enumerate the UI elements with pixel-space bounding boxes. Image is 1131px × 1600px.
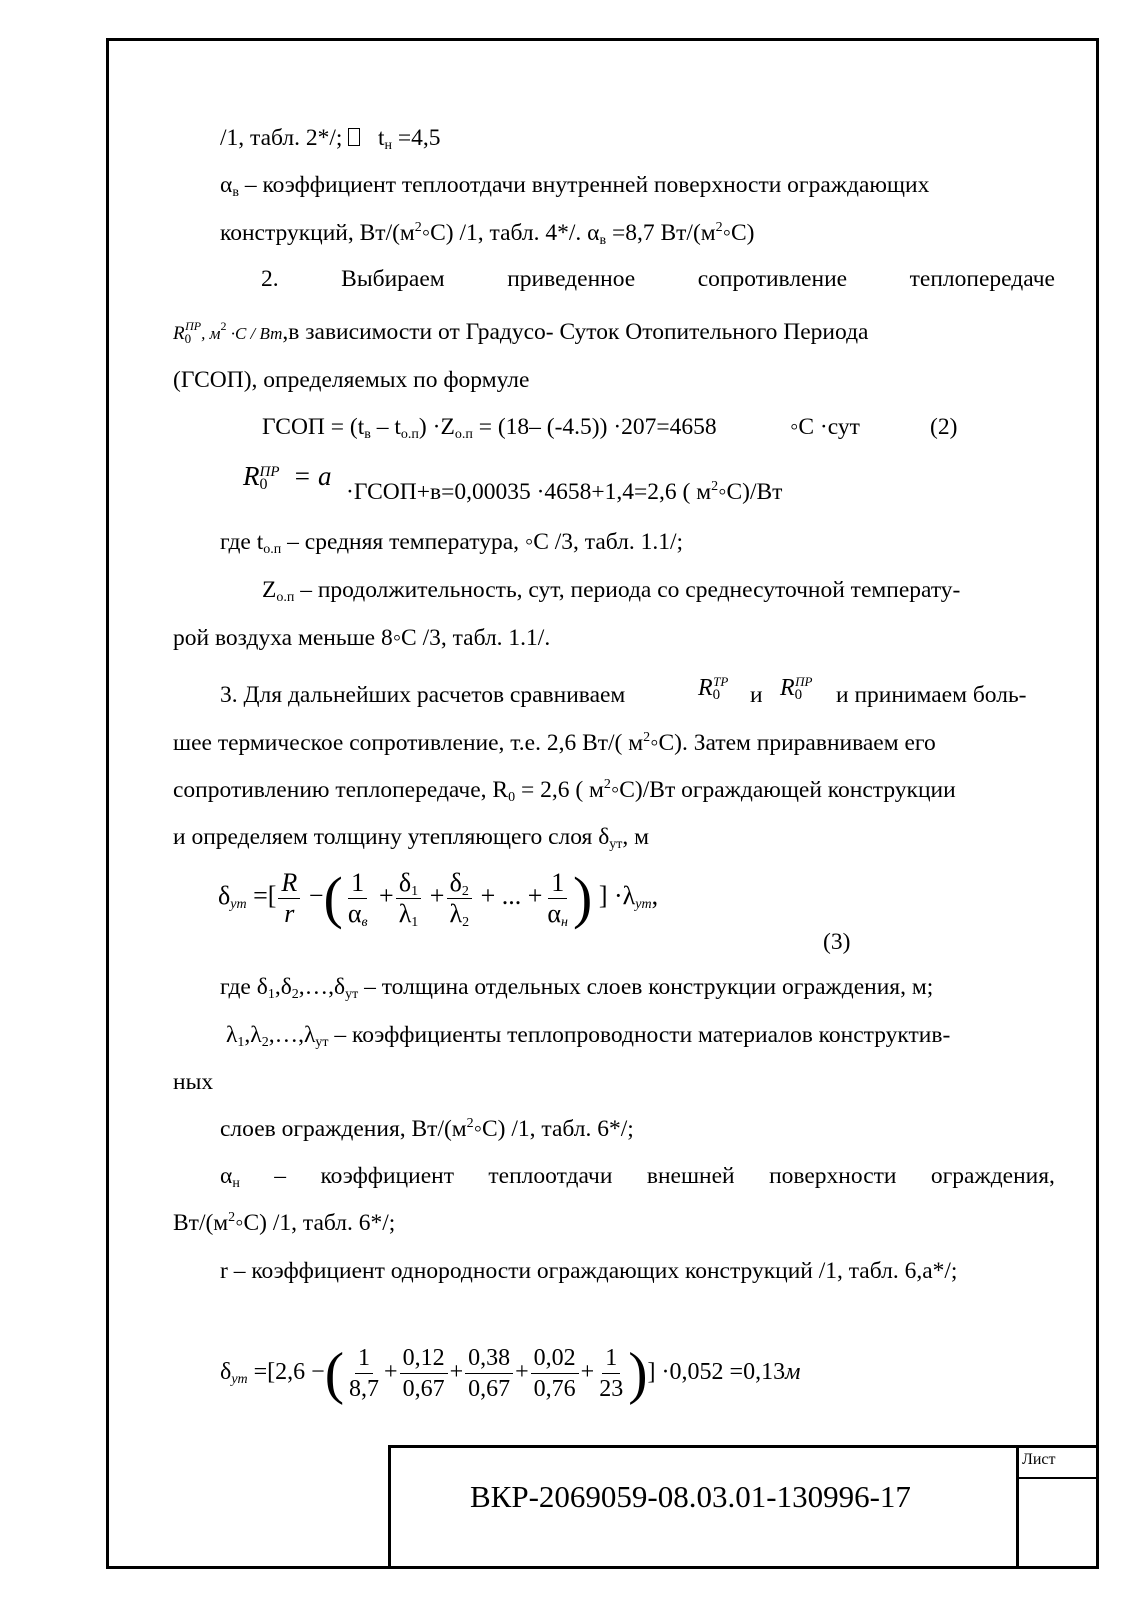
formula-delta-general: $\delta_{ут}$ =[ $\frac{R}{r}$ −( $\frac{1}{\alpha_в}$ + $\frac{\delta_1}{\lambda_1}$ + $\frac{\delta_2}{\lambda_2}$ + ... + $\frac{1}{\alpha_н}$ ) ] $\cdot\lambda_{ут}$, xyxy=(218,865,659,931)
text-line: $\lambda_1,\lambda_2,\dots,\lambda_{ут}$ – коэффициенты теплопроводности материалов конструктив- xyxy=(226,1022,951,1050)
formula-gsop: ГСОП = $(t_в - t_{о.п}) \cdot Z_{о.п} = (18-$ (-4.5)) ·207=4658 xyxy=(262,414,717,442)
stamp-border xyxy=(1016,1477,1099,1479)
text-line: $Вт/(м^2◦С)$ /1, табл. 6*/; xyxy=(173,1210,396,1236)
text-line: и определяем толщину утепляющего слоя $\delta_{ут}$, м xyxy=(173,824,650,852)
stamp-border xyxy=(388,1445,391,1569)
text-line: сопротивлению теплопередаче, $R_0 = 2,6$ ( $м^2◦С)/Вт$ ограждающей конструкции xyxy=(173,777,956,805)
text-line: конструкций, $Вт/(м^2◦С)$ /1, табл. 4*/. $\alpha_в =8,7$ $Вт/(м^2◦С)$ xyxy=(220,220,755,248)
text-line-justified: $\alpha_н$ – коэффициент теплоотдачи внешней поверхности ограждения, xyxy=(220,1163,1055,1191)
stamp-border xyxy=(388,1445,1099,1448)
formula-number: (2) xyxy=(930,414,958,440)
paragraph-2-line-1: 2. Выбираем приведенное сопротивление теплопередаче xyxy=(261,266,1055,292)
stamp-border xyxy=(1016,1445,1019,1569)
text-line: 3. Для дальнейших расчетов сравниваем xyxy=(220,682,626,708)
sheet-label: Лист xyxy=(1022,1451,1056,1468)
text-line: $Z_{о.п}$ – продолжительность, сут, периода со среднесуточной температу- xyxy=(262,577,961,605)
text-line: ных xyxy=(173,1069,214,1095)
formula-number: (3) xyxy=(823,929,851,955)
text-line: и принимаем боль- xyxy=(836,682,1027,708)
text-word: и xyxy=(750,682,763,708)
text-line: слоев ограждения, $Вт/(м^2◦С)$ /1, табл. 6*/; xyxy=(220,1116,634,1142)
formula-r0-body: ·ГСОП+в=0,00035 ·4658+1,4=2,6 ( $м^2◦С)/Вт$ xyxy=(346,479,783,505)
title-block-stamp xyxy=(388,1445,1099,1569)
document-code: ВКР-2069059-08.03.01-130996-17 xyxy=(470,1479,911,1514)
text-line: $R_0^{ПР}$, $м^2 \cdot С / Вт,в$ зависимости от Градусо- Суток Отопительного Периода xyxy=(173,319,869,346)
formula-r0: $R_0^{ПР} = a$ xyxy=(243,461,332,493)
symbol-r0-tr: $R_0^{ТР}$ xyxy=(698,674,729,703)
text-line: /1, табл. 2*/; $t_н =4,5$ xyxy=(220,125,441,153)
formula-unit: ◦С ·сут xyxy=(790,414,860,440)
text-line: r – коэффициент однородности ограждающих конструкций /1, табл. 6,а*/; xyxy=(220,1258,958,1284)
text-line: где $t_{о.п}$ – средняя температура, ◦С /3, табл. 1.1/; xyxy=(220,529,684,557)
text-line: $\alpha_в$ – коэффициент теплоотдачи внутренней поверхности ограждающих xyxy=(220,172,930,200)
text-line: (ГСОП), определяемых по формуле xyxy=(173,367,530,393)
formula-delta-numeric: $\delta_{ут} =[2,6$ −( $\frac{1}{8,7}$ + $\frac{0,12}{0,67}$ + $\frac{0,38}{0,67}$ + $\frac{0,02}{0,76}$ + $\frac{1}{23}$ )] ·0,052 =0,13м xyxy=(220,1340,801,1406)
symbol-r0-pr: $R_0^{ПР}$ xyxy=(780,674,813,703)
text-line: где $\delta_1,\delta_2,\dots,\delta_{ут}$ – толщина отдельных слоев конструкции ограждения, м; xyxy=(220,974,934,1002)
missing-glyph-icon xyxy=(348,128,360,146)
text-line: шее термическое сопротивление, т.е. 2,6 Вт/( $м^2◦С$). Затем приравниваем его xyxy=(173,730,936,756)
text-line: рой воздуха меньше 8◦С /3, табл. 1.1/. xyxy=(173,625,551,651)
